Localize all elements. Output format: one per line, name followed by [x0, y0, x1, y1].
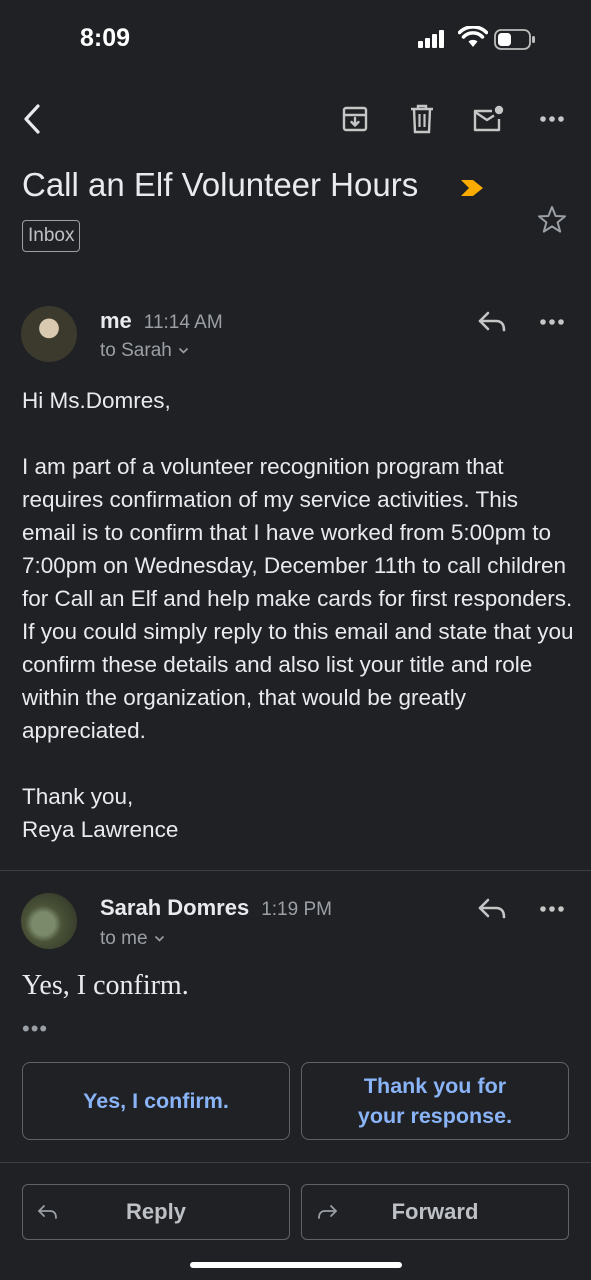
message-header[interactable]: [100, 308, 223, 334]
message-body: Yes, I confirm.: [22, 970, 189, 1001]
smart-reply-button[interactable]: [301, 1062, 569, 1140]
smart-reply-label: Thank you for your response.: [357, 1074, 513, 1128]
more-options-button[interactable]: [534, 104, 570, 134]
battery-icon: [494, 29, 536, 50]
email-subject: Call an Elf Volunteer Hours: [22, 166, 419, 203]
signature: Thank you, Reya Lawrence: [22, 784, 179, 842]
reply-message-button[interactable]: [476, 894, 510, 924]
trash-icon: [409, 104, 435, 134]
forward-icon: [314, 1201, 340, 1223]
chevron-down-icon: [154, 935, 165, 943]
forward-label: Forward: [391, 1199, 479, 1224]
message-body: [22, 384, 577, 879]
status-time: 8:09: [80, 24, 131, 52]
message-time: 1:19 PM: [261, 899, 332, 920]
archive-icon: [341, 105, 369, 133]
more-horizontal-icon: [535, 894, 569, 924]
chevron-down-icon: [178, 347, 189, 355]
back-arrow-icon: [22, 103, 42, 135]
recipient-details[interactable]: [100, 340, 189, 362]
message-more-button[interactable]: [535, 307, 569, 337]
back-button[interactable]: [14, 100, 50, 138]
reply-icon: [35, 1201, 61, 1223]
inbox-label-chip[interactable]: Inbox: [22, 220, 80, 252]
recipient-label: to Sarah: [100, 340, 172, 361]
star-button[interactable]: [536, 204, 568, 236]
more-horizontal-icon: [539, 115, 565, 123]
recipient-label: to me: [100, 928, 148, 949]
reply-button[interactable]: [22, 1184, 290, 1240]
body-paragraph: I am part of a volunteer recognition program that requires confirmation of my service activities. This email is to confirm that I have worked from 5:00pm to 7:00pm on Wednesday, December 11th to call children for Call an Elf and help make cards for first responders. If you could simply reply to this email and state that you confirm these details and also list your title and role within the organization, that would be greatly appreciated.: [22, 454, 574, 743]
mail-unread-icon: [472, 105, 504, 133]
greeting: Hi Ms.Domres,: [22, 388, 171, 413]
message-more-button[interactable]: [535, 894, 569, 924]
wifi-icon: [458, 26, 488, 48]
avatar: [21, 306, 77, 362]
reply-icon: [476, 894, 510, 924]
mark-unread-button[interactable]: [470, 102, 506, 136]
home-indicator[interactable]: [190, 1262, 402, 1268]
sender-name: Sarah Domres: [100, 895, 250, 920]
avatar: [21, 893, 77, 949]
message-header[interactable]: [100, 895, 332, 921]
show-trimmed-content-button[interactable]: •••: [22, 1016, 49, 1041]
smart-reply-button[interactable]: Yes, I confirm.: [22, 1062, 290, 1140]
archive-button[interactable]: [338, 102, 372, 136]
cellular-signal-icon: [418, 28, 448, 48]
sender-name: me: [100, 308, 132, 333]
message-time: 11:14 AM: [143, 312, 223, 333]
delete-button[interactable]: [405, 102, 439, 136]
important-marker-icon[interactable]: [459, 178, 485, 198]
divider: [0, 870, 591, 871]
reply-label: Reply: [126, 1199, 186, 1224]
forward-button[interactable]: [301, 1184, 569, 1240]
more-horizontal-icon: [535, 307, 569, 337]
recipient-details[interactable]: [100, 928, 165, 950]
divider: [0, 1162, 591, 1163]
star-icon: [536, 204, 568, 236]
reply-message-button[interactable]: [476, 307, 510, 337]
reply-icon: [476, 307, 510, 337]
